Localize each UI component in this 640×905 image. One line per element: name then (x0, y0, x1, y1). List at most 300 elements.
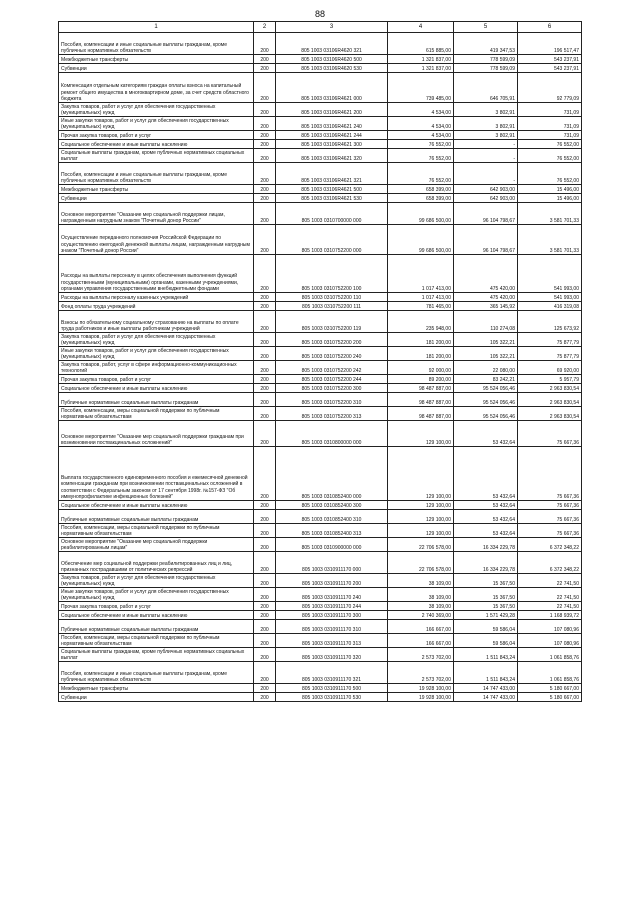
remaining-amount-cell: 107 080,96 (518, 620, 582, 634)
executed-amount-cell: 1 511 843,24 (454, 662, 518, 684)
approved-amount-cell: 1 017 413,00 (388, 255, 454, 293)
department-code-cell: 200 (254, 620, 276, 634)
executed-amount-cell: - (454, 163, 518, 185)
table-row (59, 588, 582, 602)
expense-name-cell: Закупка товаров, работ и услуг для обеспечения государственных (муниципальных) нужд (59, 574, 254, 588)
table-row (59, 552, 582, 574)
approved-amount-cell: 4 534,00 (388, 117, 454, 131)
remaining-amount-cell: 196 517,47 (518, 33, 582, 55)
table-row (59, 538, 582, 552)
executed-amount-cell: 95 524 056,46 (454, 384, 518, 393)
executed-amount-cell: 642 903,00 (454, 185, 518, 194)
approved-amount-cell: 181 200,00 (388, 347, 454, 361)
table-row (59, 611, 582, 620)
executed-amount-cell: 53 432,64 (454, 524, 518, 538)
department-code-cell: 200 (254, 574, 276, 588)
classification-code-cell: 805 1003 0310752200 300 (276, 384, 388, 393)
department-code-cell: 200 (254, 255, 276, 293)
executed-amount-cell: 15 367,50 (454, 602, 518, 611)
remaining-amount-cell: 2 963 830,54 (518, 384, 582, 393)
approved-amount-cell: 1 017 413,00 (388, 293, 454, 302)
executed-amount-cell: 96 104 798,67 (454, 225, 518, 255)
classification-code-cell: 805 1003 0310911170 500 (276, 684, 388, 693)
classification-code-cell: 805 1003 03106R4621 321 (276, 163, 388, 185)
department-code-cell: 200 (254, 293, 276, 302)
table-row (59, 203, 582, 225)
remaining-amount-cell: 731,09 (518, 103, 582, 117)
approved-amount-cell: 129 100,00 (388, 501, 454, 510)
department-code-cell: 200 (254, 421, 276, 447)
remaining-amount-cell: 15 496,00 (518, 194, 582, 203)
approved-amount-cell: 38 109,00 (388, 574, 454, 588)
remaining-amount-cell: 1 168 939,72 (518, 611, 582, 620)
table-row (59, 384, 582, 393)
department-code-cell: 200 (254, 662, 276, 684)
expense-name-cell: Иные закупки товаров, работ и услуг для обеспечения государственных (муниципальных) нужд (59, 347, 254, 361)
table-row (59, 103, 582, 117)
page-number: 88 (314, 9, 325, 19)
department-code-cell: 200 (254, 131, 276, 140)
expense-name-cell: Расходы на выплаты персоналу казенных учреждений (59, 293, 254, 302)
remaining-amount-cell: 92 779,09 (518, 73, 582, 103)
classification-code-cell: 805 1003 0310852400 000 (276, 447, 388, 501)
department-code-cell: 200 (254, 185, 276, 194)
department-code-cell: 200 (254, 634, 276, 648)
remaining-amount-cell: 75 667,36 (518, 447, 582, 501)
approved-amount-cell: 19 928 100,00 (388, 684, 454, 693)
expense-name-cell: Субвенции (59, 693, 254, 702)
executed-amount-cell: 53 432,64 (454, 447, 518, 501)
remaining-amount-cell: 76 552,00 (518, 140, 582, 149)
approved-amount-cell: 98 487 887,00 (388, 407, 454, 421)
remaining-amount-cell: 543 237,91 (518, 55, 582, 64)
remaining-amount-cell: 22 741,50 (518, 588, 582, 602)
expense-name-cell: Субвенции (59, 194, 254, 203)
expense-name-cell: Социальное обеспечение и иные выплаты населению (59, 384, 254, 393)
remaining-amount-cell: 75 667,36 (518, 501, 582, 510)
table-row (59, 185, 582, 194)
classification-code-cell: 805 1003 0310752200 111 (276, 302, 388, 311)
approved-amount-cell: 99 686 500,00 (388, 225, 454, 255)
classification-code-cell: 805 1003 0310752200 200 (276, 333, 388, 347)
classification-code-cell: 805 1003 0310752200 244 (276, 375, 388, 384)
table-row (59, 194, 582, 203)
table-row (59, 375, 582, 384)
expense-name-cell: Иные закупки товаров, работ и услуг для обеспечения государственных (муниципальных) нужд (59, 588, 254, 602)
expense-name-cell: Основное мероприятие "Оказание мер социальной поддержки гражданам при возникновении поствакцинальных осложнений" (59, 421, 254, 447)
department-code-cell: 200 (254, 333, 276, 347)
table-row (59, 510, 582, 524)
table-row (59, 140, 582, 149)
remaining-amount-cell: 3 581 701,33 (518, 225, 582, 255)
table-row (59, 311, 582, 333)
remaining-amount-cell: 15 496,00 (518, 185, 582, 194)
department-code-cell: 200 (254, 602, 276, 611)
executed-amount-cell: 15 367,50 (454, 574, 518, 588)
department-code-cell: 200 (254, 225, 276, 255)
approved-amount-cell: 38 109,00 (388, 588, 454, 602)
classification-code-cell: 805 1003 0310852400 300 (276, 501, 388, 510)
table-row (59, 333, 582, 347)
classification-code-cell: 805 1003 03106R4621 240 (276, 117, 388, 131)
expense-name-cell: Основное мероприятие "Оказание мер социальной поддержки реабилитированным лицам" (59, 538, 254, 552)
table-row (59, 407, 582, 421)
classification-code-cell: 805 1003 0310900000 000 (276, 538, 388, 552)
approved-amount-cell: 38 109,00 (388, 602, 454, 611)
expense-name-cell: Межбюджетные трансферты (59, 684, 254, 693)
department-code-cell: 200 (254, 524, 276, 538)
expense-name-cell: Фонд оплаты труда учреждений (59, 302, 254, 311)
department-code-cell: 200 (254, 163, 276, 185)
classification-code-cell: 805 1003 03106R4621 244 (276, 131, 388, 140)
executed-amount-cell: 95 524 056,46 (454, 393, 518, 407)
expense-name-cell: Пособия, компенсации и иные социальные выплаты гражданам, кроме публичных нормативных обязательств (59, 33, 254, 55)
expense-name-cell: Публичные нормативные социальные выплаты гражданам (59, 393, 254, 407)
approved-amount-cell: 781 465,00 (388, 302, 454, 311)
expense-name-cell: Социальные выплаты гражданам, кроме публичных нормативных социальных выплат (59, 149, 254, 163)
table-row (59, 302, 582, 311)
expense-name-cell: Осуществление переданного полномочия Российской Федерации по осуществлению ежегодной денежной выплаты лицам, награжденным нагрудным знаком "Почетный донор России" (59, 225, 254, 255)
department-code-cell: 200 (254, 538, 276, 552)
executed-amount-cell: 365 145,92 (454, 302, 518, 311)
remaining-amount-cell: 541 993,00 (518, 255, 582, 293)
expense-name-cell: Социальное обеспечение и иные выплаты населению (59, 501, 254, 510)
approved-amount-cell: 129 100,00 (388, 447, 454, 501)
column-header-3: 3 (276, 22, 388, 33)
classification-code-cell: 805 1003 0310911170 321 (276, 662, 388, 684)
department-code-cell: 200 (254, 447, 276, 501)
classification-code-cell: 805 1003 0310752200 119 (276, 311, 388, 333)
table-header-row (59, 22, 582, 33)
remaining-amount-cell: 75 667,36 (518, 524, 582, 538)
approved-amount-cell: 235 948,00 (388, 311, 454, 333)
classification-code-cell: 805 1003 0310911170 530 (276, 693, 388, 702)
approved-amount-cell: 1 321 837,00 (388, 55, 454, 64)
approved-amount-cell: 22 706 578,00 (388, 552, 454, 574)
table-row (59, 421, 582, 447)
column-header-6: 6 (518, 22, 582, 33)
expense-name-cell: Обеспечение мер социальной поддержки реабилитированных лиц и лиц, признанных пострадавшими от политических репрессий (59, 552, 254, 574)
table-row (59, 225, 582, 255)
department-code-cell: 200 (254, 347, 276, 361)
table-row (59, 131, 582, 140)
department-code-cell: 200 (254, 140, 276, 149)
table-row (59, 662, 582, 684)
classification-code-cell: 805 1003 03106R4620 500 (276, 55, 388, 64)
department-code-cell: 200 (254, 693, 276, 702)
classification-code-cell: 805 1003 0310752200 242 (276, 361, 388, 375)
remaining-amount-cell: 2 963 830,54 (518, 407, 582, 421)
classification-code-cell: 805 1003 0310752200 310 (276, 393, 388, 407)
department-code-cell: 200 (254, 375, 276, 384)
approved-amount-cell: 2 573 702,00 (388, 662, 454, 684)
classification-code-cell: 805 1003 0310752200 110 (276, 293, 388, 302)
department-code-cell: 200 (254, 393, 276, 407)
executed-amount-cell: 53 432,64 (454, 501, 518, 510)
executed-amount-cell: 3 802,91 (454, 103, 518, 117)
executed-amount-cell: 59 586,04 (454, 634, 518, 648)
executed-amount-cell: 642 903,00 (454, 194, 518, 203)
executed-amount-cell: 3 802,91 (454, 117, 518, 131)
executed-amount-cell: 778 599,09 (454, 64, 518, 73)
executed-amount-cell: 53 432,64 (454, 421, 518, 447)
executed-amount-cell: 59 586,04 (454, 620, 518, 634)
expense-name-cell: Закупка товаров, работ, услуг в сфере информационно-коммуникационных технологий (59, 361, 254, 375)
department-code-cell: 200 (254, 117, 276, 131)
expense-name-cell: Прочая закупка товаров, работ и услуг (59, 375, 254, 384)
remaining-amount-cell: 2 963 830,54 (518, 393, 582, 407)
expense-name-cell: Закупка товаров, работ и услуг для обеспечения государственных (муниципальных) нужд (59, 103, 254, 117)
approved-amount-cell: 19 928 100,00 (388, 693, 454, 702)
approved-amount-cell: 1 321 837,00 (388, 64, 454, 73)
expense-name-cell: Компенсация отдельным категориям граждан оплаты взноса на капитальный ремонт общего имущества в многоквартирном доме, за счет средств областного бюджета (59, 73, 254, 103)
executed-amount-cell: 419 347,53 (454, 33, 518, 55)
expense-name-cell: Пособия, компенсации, меры социальной поддержки по публичным нормативным обязательствам (59, 407, 254, 421)
column-header-2: 2 (254, 22, 276, 33)
expense-name-cell: Пособия, компенсации и иные социальные выплаты гражданам, кроме публичных нормативных обязательств (59, 662, 254, 684)
remaining-amount-cell: 543 237,91 (518, 64, 582, 73)
table-row (59, 393, 582, 407)
approved-amount-cell: 98 487 887,00 (388, 384, 454, 393)
expense-name-cell: Иные закупки товаров, работ и услуг для обеспечения государственных (муниципальных) нужд (59, 117, 254, 131)
department-code-cell: 200 (254, 103, 276, 117)
approved-amount-cell: 739 485,00 (388, 73, 454, 103)
expense-name-cell: Закупка товаров, работ и услуг для обеспечения государственных (муниципальных) нужд (59, 333, 254, 347)
approved-amount-cell: 76 552,00 (388, 149, 454, 163)
classification-code-cell: 805 1003 0310752200 000 (276, 225, 388, 255)
department-code-cell: 200 (254, 64, 276, 73)
executed-amount-cell: - (454, 140, 518, 149)
approved-amount-cell: 76 552,00 (388, 140, 454, 149)
table-row (59, 293, 582, 302)
executed-amount-cell: 475 420,00 (454, 255, 518, 293)
approved-amount-cell: 129 100,00 (388, 510, 454, 524)
approved-amount-cell: 98 487 887,00 (388, 393, 454, 407)
remaining-amount-cell: 731,09 (518, 131, 582, 140)
executed-amount-cell: 646 705,91 (454, 73, 518, 103)
classification-code-cell: 805 1003 0310752200 240 (276, 347, 388, 361)
classification-code-cell: 805 1003 0310911170 320 (276, 648, 388, 662)
column-header-5: 5 (454, 22, 518, 33)
executed-amount-cell: 105 322,21 (454, 333, 518, 347)
remaining-amount-cell: 75 667,36 (518, 421, 582, 447)
remaining-amount-cell: 69 920,00 (518, 361, 582, 375)
classification-code-cell: 805 1003 0310700000 000 (276, 203, 388, 225)
classification-code-cell: 805 1003 03106R4620 321 (276, 33, 388, 55)
executed-amount-cell: 16 334 229,78 (454, 538, 518, 552)
remaining-amount-cell: 5 180 667,00 (518, 684, 582, 693)
classification-code-cell: 805 1003 03106R4621 300 (276, 140, 388, 149)
classification-code-cell: 805 1003 0310911170 244 (276, 602, 388, 611)
table-row (59, 524, 582, 538)
table-row (59, 33, 582, 55)
classification-code-cell: 805 1003 0310911170 000 (276, 552, 388, 574)
department-code-cell: 200 (254, 194, 276, 203)
expense-name-cell: Публичные нормативные социальные выплаты гражданам (59, 510, 254, 524)
table-row (59, 347, 582, 361)
classification-code-cell: 805 1003 0310911170 310 (276, 620, 388, 634)
expense-name-cell: Расходы на выплаты персоналу в целях обеспечения выполнения функций государственными (муниципальными) органами, казенными учреждениями, органами управления государственными внебюджетными фондами (59, 255, 254, 293)
approved-amount-cell: 129 100,00 (388, 421, 454, 447)
table-row (59, 574, 582, 588)
remaining-amount-cell: 76 552,00 (518, 163, 582, 185)
executed-amount-cell: 110 274,08 (454, 311, 518, 333)
approved-amount-cell: 99 686 500,00 (388, 203, 454, 225)
executed-amount-cell: 22 080,00 (454, 361, 518, 375)
approved-amount-cell: 658 399,00 (388, 185, 454, 194)
table-row (59, 361, 582, 375)
approved-amount-cell: 181 200,00 (388, 333, 454, 347)
executed-amount-cell: 14 747 433,00 (454, 684, 518, 693)
classification-code-cell: 805 1003 0310911170 300 (276, 611, 388, 620)
table-row (59, 648, 582, 662)
remaining-amount-cell: 75 667,36 (518, 510, 582, 524)
table-row (59, 602, 582, 611)
table-row (59, 55, 582, 64)
classification-code-cell: 805 1003 0310800000 000 (276, 421, 388, 447)
executed-amount-cell: 83 242,21 (454, 375, 518, 384)
expense-name-cell: Основное мероприятие "Оказание мер социальной поддержки лицам, награжденным нагрудным знаком "Почетный донор России" (59, 203, 254, 225)
department-code-cell: 200 (254, 73, 276, 103)
remaining-amount-cell: 731,09 (518, 117, 582, 131)
column-header-1: 1 (59, 22, 254, 33)
approved-amount-cell: 76 552,00 (388, 163, 454, 185)
executed-amount-cell: - (454, 149, 518, 163)
approved-amount-cell: 92 000,00 (388, 361, 454, 375)
approved-amount-cell: 129 100,00 (388, 524, 454, 538)
approved-amount-cell: 658 399,00 (388, 194, 454, 203)
remaining-amount-cell: 75 877,79 (518, 347, 582, 361)
department-code-cell: 200 (254, 55, 276, 64)
remaining-amount-cell: 3 581 701,33 (518, 203, 582, 225)
table-row (59, 693, 582, 702)
classification-code-cell: 805 1003 0310911170 200 (276, 574, 388, 588)
department-code-cell: 200 (254, 311, 276, 333)
expense-name-cell: Межбюджетные трансферты (59, 185, 254, 194)
remaining-amount-cell: 22 741,50 (518, 574, 582, 588)
department-code-cell: 200 (254, 684, 276, 693)
department-code-cell: 200 (254, 552, 276, 574)
expense-name-cell: Выплата государственного единовременного пособия и ежемесячной денежной компенсации гражданам при возникновении поствакцинальных осложнений в соответствии с Федеральным законом от 17 сентября 1998г. №157-ФЗ "Об иммунопрофилактике инфекционных болезней" (59, 447, 254, 501)
expense-name-cell: Пособия, компенсации, меры социальной поддержки по публичным нормативным обязательствам (59, 524, 254, 538)
remaining-amount-cell: 107 080,96 (518, 634, 582, 648)
executed-amount-cell: 1 511 843,24 (454, 648, 518, 662)
classification-code-cell: 805 1003 0310852400 313 (276, 524, 388, 538)
remaining-amount-cell: 416 319,08 (518, 302, 582, 311)
executed-amount-cell: 53 432,64 (454, 510, 518, 524)
remaining-amount-cell: 5 180 667,00 (518, 693, 582, 702)
classification-code-cell: 805 1003 0310752200 313 (276, 407, 388, 421)
department-code-cell: 200 (254, 588, 276, 602)
approved-amount-cell: 2 573 702,00 (388, 648, 454, 662)
classification-code-cell: 805 1003 03106R4621 500 (276, 185, 388, 194)
approved-amount-cell: 89 200,00 (388, 375, 454, 384)
approved-amount-cell: 2 740 369,00 (388, 611, 454, 620)
table-row (59, 117, 582, 131)
remaining-amount-cell: 22 741,50 (518, 602, 582, 611)
remaining-amount-cell: 1 061 858,76 (518, 662, 582, 684)
department-code-cell: 200 (254, 611, 276, 620)
remaining-amount-cell: 125 673,92 (518, 311, 582, 333)
department-code-cell: 200 (254, 302, 276, 311)
remaining-amount-cell: 1 061 858,76 (518, 648, 582, 662)
department-code-cell: 200 (254, 203, 276, 225)
remaining-amount-cell: 6 372 348,22 (518, 552, 582, 574)
expense-name-cell: Социальные выплаты гражданам, кроме публичных нормативных социальных выплат (59, 648, 254, 662)
executed-amount-cell: 475 420,00 (454, 293, 518, 302)
table-row (59, 255, 582, 293)
classification-code-cell: 805 1003 0310852400 310 (276, 510, 388, 524)
department-code-cell: 200 (254, 648, 276, 662)
table-row (59, 163, 582, 185)
expense-name-cell: Прочая закупка товаров, работ и услуг (59, 131, 254, 140)
remaining-amount-cell: 5 957,79 (518, 375, 582, 384)
department-code-cell: 200 (254, 33, 276, 55)
classification-code-cell: 805 1003 03106R4620 530 (276, 64, 388, 73)
expense-name-cell: Межбюджетные трансферты (59, 55, 254, 64)
table-row (59, 501, 582, 510)
classification-code-cell: 805 1003 03106R4621 000 (276, 73, 388, 103)
remaining-amount-cell: 6 372 348,22 (518, 538, 582, 552)
table-row (59, 684, 582, 693)
executed-amount-cell: 96 104 798,67 (454, 203, 518, 225)
remaining-amount-cell: 75 877,79 (518, 333, 582, 347)
expense-name-cell: Взносы по обязательному социальному страхованию на выплаты по оплате труда работников и иные выплаты работникам учреждений (59, 311, 254, 333)
classification-code-cell: 805 1003 0310911170 240 (276, 588, 388, 602)
expense-name-cell: Субвенции (59, 64, 254, 73)
budget-table (58, 21, 582, 702)
executed-amount-cell: 16 334 229,78 (454, 552, 518, 574)
approved-amount-cell: 22 706 578,00 (388, 538, 454, 552)
expense-name-cell: Пособия, компенсации, меры социальной поддержки по публичным нормативным обязательствам (59, 634, 254, 648)
expense-name-cell: Пособия, компенсации и иные социальные выплаты гражданам, кроме публичных нормативных обязательств (59, 163, 254, 185)
executed-amount-cell: 1 571 429,28 (454, 611, 518, 620)
executed-amount-cell: 3 802,91 (454, 131, 518, 140)
expense-name-cell: Прочая закупка товаров, работ и услуг (59, 602, 254, 611)
classification-code-cell: 805 1003 03106R4621 530 (276, 194, 388, 203)
department-code-cell: 200 (254, 384, 276, 393)
executed-amount-cell: 778 599,09 (454, 55, 518, 64)
department-code-cell: 200 (254, 149, 276, 163)
classification-code-cell: 805 1003 03106R4621 200 (276, 103, 388, 117)
executed-amount-cell: 15 367,50 (454, 588, 518, 602)
classification-code-cell: 805 1003 0310911170 313 (276, 634, 388, 648)
department-code-cell: 200 (254, 361, 276, 375)
expense-name-cell: Социальное обеспечение и иные выплаты населению (59, 611, 254, 620)
column-header-4: 4 (388, 22, 454, 33)
table-row (59, 73, 582, 103)
approved-amount-cell: 166 667,00 (388, 634, 454, 648)
remaining-amount-cell: 541 993,00 (518, 293, 582, 302)
remaining-amount-cell: 76 552,00 (518, 149, 582, 163)
table-row (59, 447, 582, 501)
classification-code-cell: 805 1003 0310752200 100 (276, 255, 388, 293)
department-code-cell: 200 (254, 407, 276, 421)
expense-name-cell: Социальное обеспечение и иные выплаты населению (59, 140, 254, 149)
table-row (59, 620, 582, 634)
approved-amount-cell: 615 885,00 (388, 33, 454, 55)
expense-name-cell: Публичные нормативные социальные выплаты гражданам (59, 620, 254, 634)
approved-amount-cell: 4 534,00 (388, 103, 454, 117)
executed-amount-cell: 14 747 433,00 (454, 693, 518, 702)
department-code-cell: 200 (254, 510, 276, 524)
classification-code-cell: 805 1003 03106R4621 320 (276, 149, 388, 163)
approved-amount-cell: 166 667,00 (388, 620, 454, 634)
executed-amount-cell: 95 524 056,46 (454, 407, 518, 421)
table-row (59, 634, 582, 648)
approved-amount-cell: 4 534,00 (388, 131, 454, 140)
table-row (59, 149, 582, 163)
